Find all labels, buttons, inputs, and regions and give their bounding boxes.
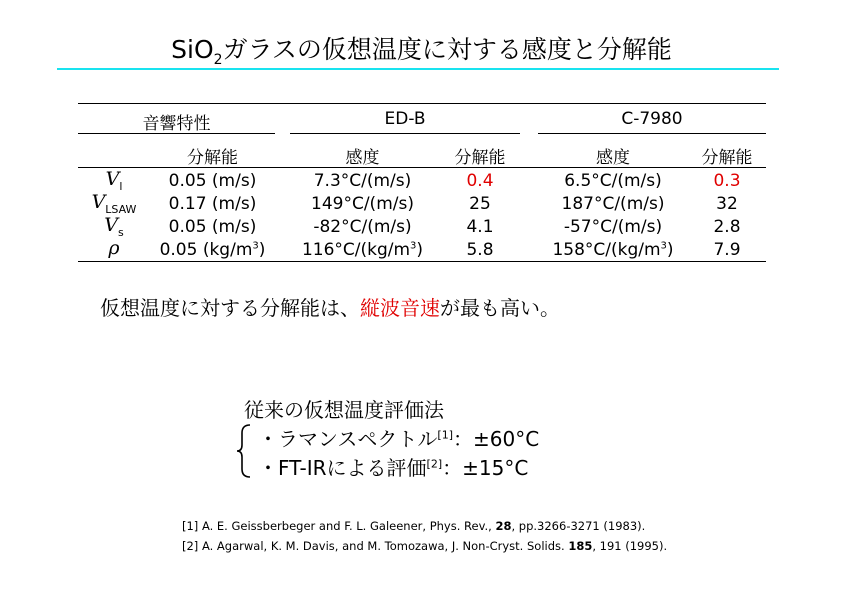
table-cell: 4.1 xyxy=(466,217,494,237)
row-symbol-vlsaw: $V_{LSAW}$ xyxy=(91,191,137,216)
reference-2: [2] A. Agarwal, K. M. Davis, and M. Tomozawa, J. Non-Cryst. Solids. 185, 191 (1995). xyxy=(182,539,668,553)
table-bottom-rule xyxy=(78,261,766,262)
col-header-c7980-resolution: 分解能 xyxy=(701,148,753,168)
conventional-methods-heading: 従来の仮想温度評価法 xyxy=(244,398,444,422)
highlight-term: 縦波音速 xyxy=(360,296,440,320)
table-cell-highlight: 0.4 xyxy=(466,171,494,191)
table-cell: 149°C/(m/s) xyxy=(311,194,414,214)
col-header-c7980-sensitivity: 感度 xyxy=(596,148,630,168)
table-cell: 7.9 xyxy=(713,240,741,260)
table-cell: 2.8 xyxy=(713,217,741,237)
table-cell: 0.17 (m/s) xyxy=(168,194,257,214)
table-cell: 0.05 (m/s) xyxy=(168,217,257,237)
table-cell: 25 xyxy=(469,194,491,214)
title-underline xyxy=(57,68,779,70)
reference-1: [1] A. E. Geissberbeger and F. L. Galeener, Phys. Rev., 28, pp.3266-3271 (1983). xyxy=(182,519,646,533)
slide-title xyxy=(0,30,843,68)
table-cell-highlight: 0.3 xyxy=(713,171,741,191)
table-cell: $158^\circ C/(kg/m^3)$ xyxy=(552,240,674,260)
group-header-c7980: C-7980 xyxy=(621,109,683,129)
table-cell: 7.3°C/(m/s) xyxy=(313,171,412,191)
group-header-edb: ED-B xyxy=(384,109,426,129)
row-symbol-vs: $V_s$ xyxy=(104,214,124,239)
brace-icon xyxy=(236,423,252,479)
row-symbol-rho: ρ xyxy=(108,237,120,259)
table-cell: 32 xyxy=(716,194,738,214)
table-cell: 187°C/(m/s) xyxy=(561,194,665,214)
table-cell: 6.5°C/(m/s) xyxy=(564,171,662,191)
title-rest: ガラスの仮想温度に対する感度と分解能 xyxy=(222,35,672,64)
group-rule-c7980 xyxy=(538,133,766,134)
table-cell: 5.8 xyxy=(466,240,494,260)
table-cell: -82°C/(m/s) xyxy=(313,217,412,237)
title-subscript: 2 xyxy=(213,52,223,68)
table-cell: 0.05 $(kg/m^3)$ xyxy=(159,240,266,260)
row-symbol-vl: $V_l$ xyxy=(105,168,123,193)
col-header-resolution: 分解能 xyxy=(187,148,238,168)
group-rule-edb xyxy=(290,133,520,134)
method-ftir: ・FT-IRによる評価[2]：±15°C xyxy=(258,456,529,480)
table-cell: $116^\circ C/(kg/m^3)$ xyxy=(301,240,424,260)
title-main: SiO xyxy=(171,35,214,64)
conclusion-statement: 仮想温度に対する分解能は、縦波音速が最も高い。 xyxy=(100,296,560,320)
col-header-edb-sensitivity: 感度 xyxy=(345,148,380,168)
method-raman: ・ラマンスペクトル[1]：±60°C xyxy=(258,427,540,451)
group-header-acoustic: 音響特性 xyxy=(142,114,211,134)
table-cell: -57°C/(m/s) xyxy=(563,217,663,237)
col-header-edb-resolution: 分解能 xyxy=(454,148,506,168)
table-top-rule xyxy=(78,103,766,104)
table-cell: 0.05 (m/s) xyxy=(168,171,257,191)
